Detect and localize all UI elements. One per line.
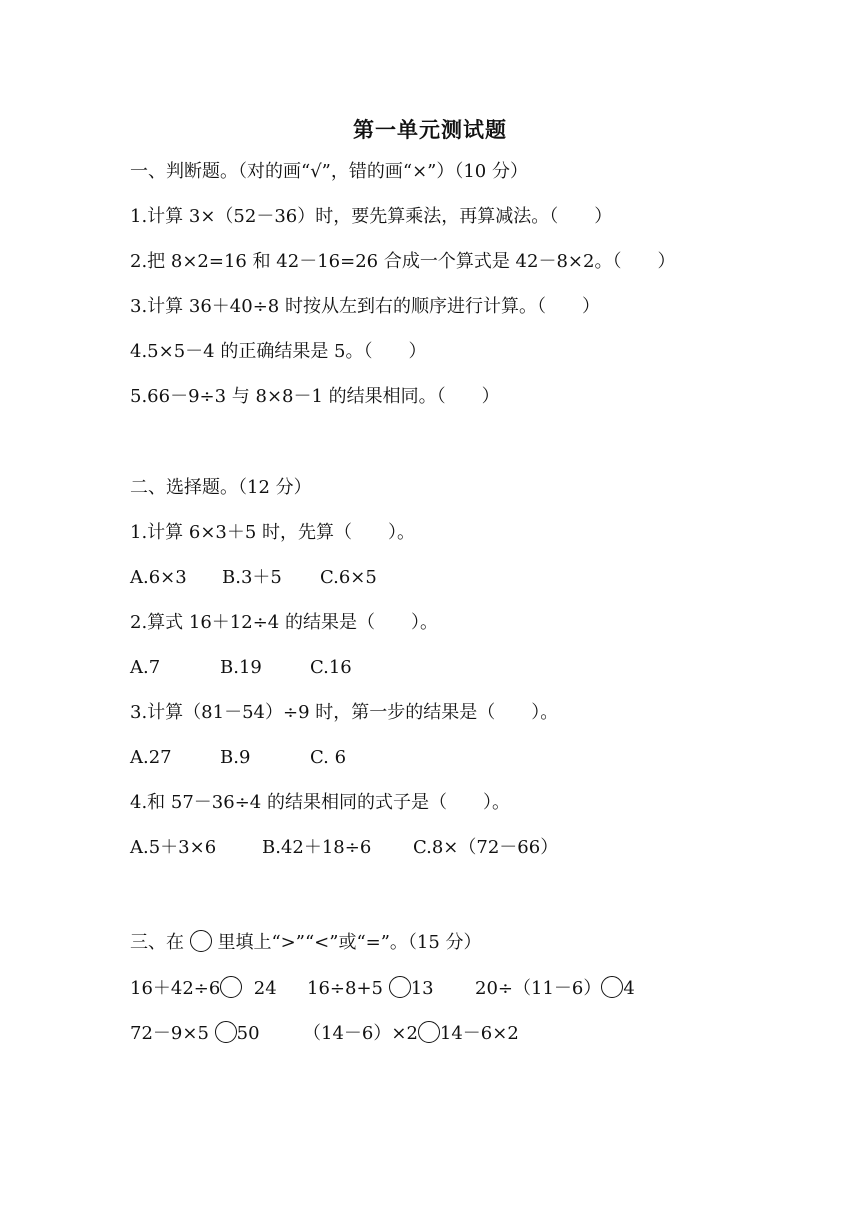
compare-item-2 [307, 976, 434, 1001]
choice-options-1 [130, 566, 377, 590]
compare-left: 16÷8+5 [307, 978, 383, 999]
page-title: 第一单元测试题 [353, 117, 507, 142]
compare-left: 72－9×5 [130, 1023, 209, 1044]
choice-options-4 [130, 836, 558, 860]
option-a: A.5＋3×6 [130, 837, 217, 858]
section3-heading-start: 三、在 [130, 932, 184, 953]
option-b: B.19 [220, 657, 262, 678]
section3-heading-end: 里填上“>”“<”或“=”。（15 分） [217, 932, 482, 953]
option-c: C.8×（72－66） [413, 837, 559, 858]
compare-item-3 [475, 976, 635, 1001]
option-c: C.6×5 [320, 567, 377, 588]
judge-question-3: 3.计算 36＋40÷8 时按从左到右的顺序进行计算。（ ） [130, 296, 600, 317]
compare-right: 14－6×2 [439, 1023, 519, 1044]
answer-circle-icon [190, 930, 212, 952]
section1-heading: 一、判断题。（对的画“√”，错的画“×”）（10 分） [130, 161, 528, 182]
option-c: C. 6 [310, 747, 347, 768]
compare-circle[interactable] [220, 976, 242, 998]
judge-question-5: 5.66－9÷3 与 8×8－1 的结果相同。（ ） [130, 386, 500, 407]
judge-question-2: 2.把 8×2=16 和 42－16=26 合成一个算式是 42－8×2。（ ） [130, 251, 676, 272]
option-a: A.6×3 [130, 567, 187, 588]
option-c: C.16 [310, 657, 352, 678]
section3-heading [130, 930, 482, 955]
section2-heading: 二、选择题。（12 分） [130, 477, 312, 498]
judge-question-4: 4.5×5－4 的正确结果是 5。（ ） [130, 341, 427, 362]
option-b: B.42＋18÷6 [262, 837, 372, 858]
compare-right: 4 [623, 978, 635, 999]
compare-left: 16＋42÷6 [130, 978, 221, 999]
option-a: A.27 [130, 747, 172, 768]
compare-item-4 [130, 1021, 260, 1046]
compare-item-1 [130, 976, 277, 1001]
choice-question-3: 3.计算（81－54）÷9 时，第一步的结果是（ ）。 [130, 702, 559, 723]
compare-item-5 [303, 1021, 519, 1046]
choice-question-2: 2.算式 16＋12÷4 的结果是（ ）。 [130, 612, 438, 633]
compare-right: 24 [253, 978, 277, 999]
choice-question-1: 1.计算 6×3＋5 时，先算（ ）。 [130, 522, 416, 543]
compare-circle[interactable] [601, 976, 623, 998]
compare-right: 50 [236, 1023, 260, 1044]
judge-question-1: 1.计算 3×（52－36）时，要先算乘法，再算减法。（ ） [130, 206, 613, 227]
compare-circle[interactable] [418, 1021, 440, 1043]
option-b: B.3＋5 [222, 567, 282, 588]
option-b: B.9 [220, 747, 251, 768]
choice-question-4: 4.和 57－36÷4 的结果相同的式子是（ ）。 [130, 792, 510, 813]
choice-options-3 [130, 746, 346, 770]
compare-left: 20÷（11－6） [475, 978, 602, 999]
compare-circle[interactable] [389, 976, 411, 998]
choice-options-2 [130, 656, 352, 680]
compare-right: 13 [410, 978, 434, 999]
option-a: A.7 [130, 657, 161, 678]
compare-circle[interactable] [215, 1021, 237, 1043]
compare-left: （14－6）×2 [303, 1023, 418, 1044]
